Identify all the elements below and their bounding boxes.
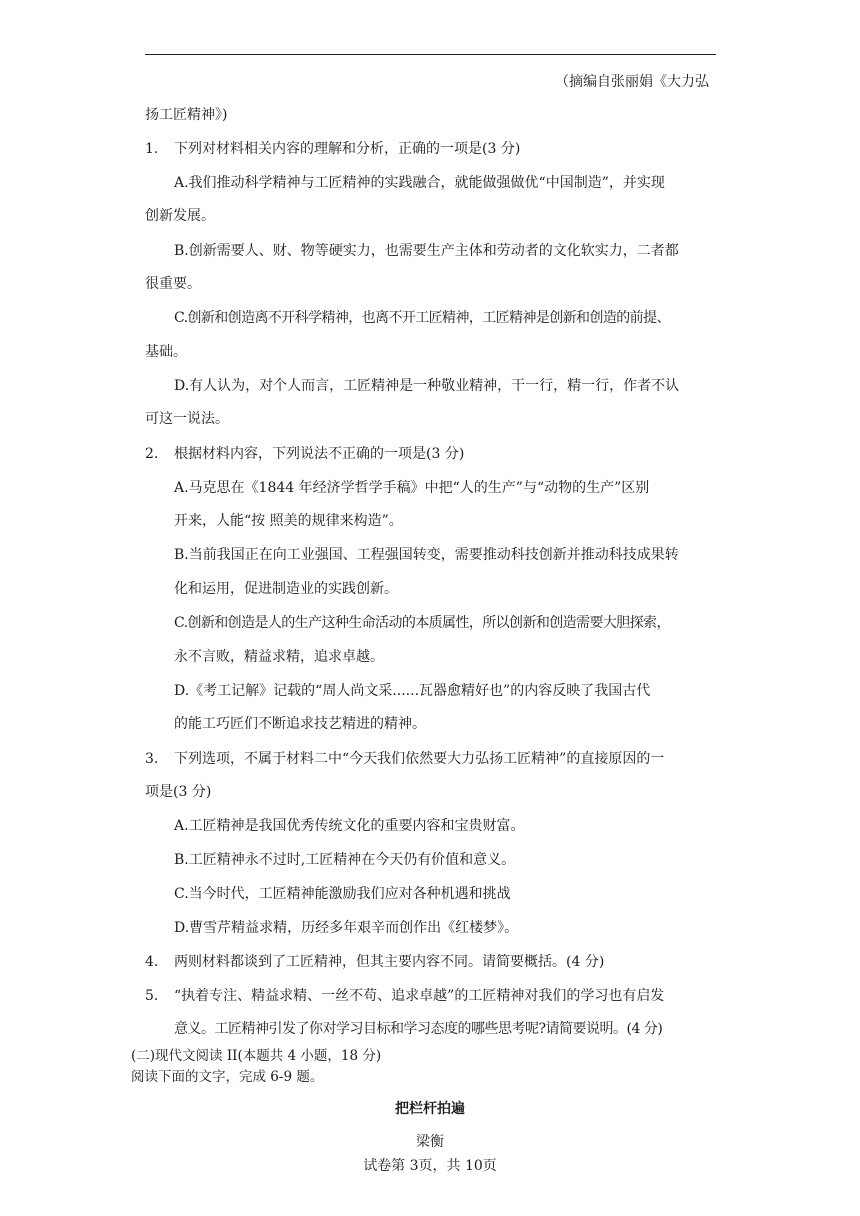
question-1-stem: 下列对材料相关内容的理解和分析，正确的一项是(3 分): [174, 141, 521, 157]
section-instruction: 阅读下面的文字，完成 6-9 题。: [131, 1069, 324, 1085]
question-2-number: 2.: [145, 446, 159, 462]
question-3-number: 3.: [145, 751, 159, 767]
q3-option-d: D.曹雪芹精益求精，历经多年艰辛而创作出《红楼梦》。: [174, 920, 519, 936]
q1-option-d-cont: 可这一说法。: [145, 411, 229, 427]
question-4-number: 4.: [145, 954, 159, 970]
question-5-stem: “执着专注、精益求精、一丝不苟、追求卓越”的工匠精神对我们的学习也有启发: [174, 988, 665, 1004]
question-3-stem-cont: 项是(3 分): [145, 784, 212, 800]
section-heading: (二)现代文阅读 II(本题共 4 小题，18 分): [131, 1048, 382, 1064]
q2-option-b-cont: 化和运用，促进制造业的实践创新。: [174, 581, 398, 597]
q2-option-a: A.马克思在《1844 年经济学哲学手稿》中把“人的生产”与“动物的生产”区别: [174, 480, 650, 496]
source-citation-line1: （摘编自张丽娟《大力弘: [555, 74, 709, 90]
q1-option-c: C.创新和创造离不开科学精神，也离不开工匠精神，工匠精神是创新和创造的前提、: [174, 310, 670, 326]
q2-option-c: C.创新和创造是人的生产这种生命活动的本质属性，所以创新和创造需要大胆探索，: [174, 615, 670, 631]
q1-option-a: A.我们推动科学精神与工匠精神的实践融合，就能做强做优“中国制造”，并实现: [174, 175, 665, 191]
page-footer: 试卷第 3页，共 10页: [363, 1158, 497, 1174]
q2-option-d: D.《考工记解》记载的“周人尚文采......瓦器愈精好也”的内容反映了我国古代: [174, 683, 651, 699]
q2-option-a-cont: 开来，人能“按 照美的规律来构造”。: [174, 513, 403, 529]
question-5-number: 5.: [145, 988, 159, 1004]
article-author: 梁衡: [416, 1134, 444, 1150]
q2-option-c-cont: 永不言败，精益求精，追求卓越。: [174, 649, 384, 665]
q2-option-b: B.当前我国正在向工业强国、工程强国转变，需要推动科技创新并推动科技成果转: [174, 547, 679, 563]
q1-option-c-cont: 基础。: [145, 344, 187, 360]
q1-option-b-cont: 很重要。: [145, 276, 201, 292]
question-2-stem: 根据材料内容，下列说法不正确的一项是(3 分): [174, 446, 465, 462]
q1-option-b: B.创新需要人、财、物等硬实力，也需要生产主体和劳动者的文化软实力，二者都: [174, 243, 679, 259]
question-4-stem: 两则材料都谈到了工匠精神，但其主要内容不同。请简要概括。(4 分): [174, 954, 605, 970]
q1-option-d: D.有人认为，对个人而言，工匠精神是一种敬业精神，干一行，精一行，作者不认: [174, 378, 680, 394]
article-title: 把栏杆拍遍: [395, 1101, 465, 1117]
source-citation-line2: 扬工匠精神》): [145, 107, 228, 123]
q2-option-d-cont: 的能工巧匠们不断追求技艺精进的精神。: [174, 716, 426, 732]
question-3-stem: 下列选项，不属于材料二中“今天我们依然要大力弘扬工匠精神”的直接原因的一: [174, 751, 665, 767]
header-rule: [145, 54, 716, 55]
q1-option-a-cont: 创新发展。: [145, 208, 215, 224]
question-1-number: 1.: [145, 141, 159, 157]
question-5-stem-cont: 意义。工匠精神引发了你对学习目标和学习态度的哪些思考呢?请简要说明。(4 分): [174, 1021, 663, 1037]
q3-option-c: C.当今时代，工匠精神能激励我们应对各种机遇和挑战: [174, 886, 511, 902]
q3-option-a: A.工匠精神是我国优秀传统文化的重要内容和宝贵财富。: [174, 818, 525, 834]
q3-option-b: B.工匠精神永不过时,工匠精神在今天仍有价值和意义。: [174, 852, 516, 868]
